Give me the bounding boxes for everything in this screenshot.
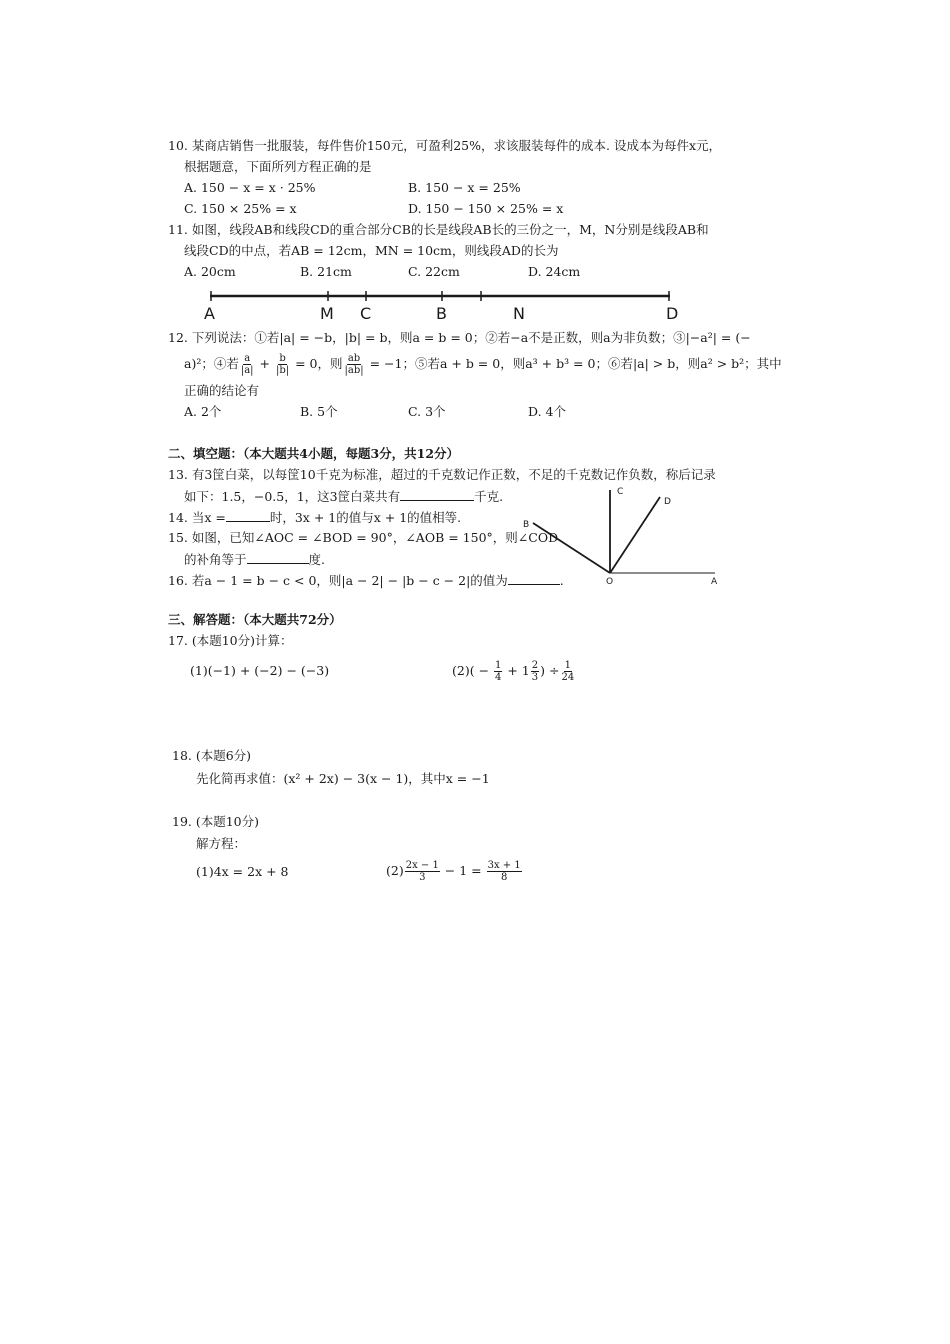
q19-part2-prefix: (2) [386,863,404,878]
minus-sign: − [474,663,494,678]
q17-title: 17. (本题10分)计算： [168,633,293,648]
angle-label-b: B [523,520,530,530]
section3-title: 三、解答题：（本大题共72分） [168,612,342,627]
q17-fraction-quarter [494,660,502,683]
q17-part2-prefix: (2)( [452,663,475,678]
q16-line [168,572,564,589]
angle-label-o: O [606,577,614,587]
q17-fraction-two-thirds [531,660,539,683]
q12-fraction-b [275,353,290,376]
q17-part2 [452,656,576,686]
q12-line2 [184,350,782,378]
q19-subtitle: 解方程： [196,836,247,851]
q10-option-b: B. 150 − x = 25% [408,180,521,195]
fraction-numerator: 1 [564,660,572,671]
q12-line3: 正确的结论有 [184,383,260,398]
q16-text-a: 16. 若a − 1 = b − c < 0，则|a − 2| − |b − c − 2|的值为 [168,573,508,588]
q18-title: 18. (本题6分) [172,748,252,763]
point-label-m: M [320,304,334,323]
q11-option-c: C. 22cm [408,264,460,279]
q12-line2-b: = 0，则 [291,356,343,371]
q11-line2: 线段CD的中点，若AB = 12cm，MN = 10cm，则线段AD的长为 [184,243,559,258]
q19-title: 19. (本题10分) [172,814,260,829]
fraction-denominator: |a| [240,365,254,376]
q19-part2 [386,856,523,886]
q13-line2-a: 如下：1.5，−0.5，1，这3筐白菜共有 [184,489,401,504]
fraction-denominator: |b| [275,365,290,376]
point-label-b: B [436,304,447,323]
q14-text-a: 14. 当x = [168,510,226,525]
fraction-denominator: 8 [500,872,508,883]
angle-diagram [525,485,725,585]
q12-option-d: D. 4个 [528,404,566,419]
q19-part2-mid: − 1 = [440,863,486,878]
q12-line1: 12. 下列说法：①若|a| = −b，|b| = b，则a = b = 0；②若−a不是正数，则a为非负数；③|−a²| = (− [168,330,751,345]
q15-line2 [184,551,325,568]
q19-fraction-left [405,860,440,883]
q11-option-d: D. 24cm [528,264,581,279]
fraction-numerator: 1 [495,660,502,671]
q12-fraction-ab [343,353,364,376]
fraction-numerator: b [279,353,286,364]
q12-fraction-a [240,353,255,376]
q16-text-b: . [559,573,564,588]
q18-text: 先化简再求值：(x² + 2x) − 3(x − 1)，其中x = −1 [196,771,490,786]
q17-part2-mid: + 1 [503,663,530,678]
ray-od [610,497,660,573]
answer-blank [247,551,309,564]
q12-option-c: C. 3个 [408,404,446,419]
q19-part1: (1)4x = 2x + 8 [196,864,289,879]
point-label-c: C [360,304,372,323]
point-label-d: D [666,304,679,323]
q13-line2 [184,488,503,505]
fraction-numerator: 2x − 1 [405,860,439,871]
fraction-numerator: a [244,353,251,364]
q15-line2-b: 度. [308,552,325,567]
q15-line2-a: 的补角等于 [184,552,247,567]
fraction-denominator: |ab| [344,365,364,376]
q12-option-b: B. 5个 [300,404,338,419]
q19-fraction-right [487,860,522,883]
q10-option-c: C. 150 × 25% = x [184,201,297,216]
q17-part2-close: ) ÷ [540,663,560,678]
point-label-n: N [513,304,525,323]
q12-line2-c: = −1；⑤若a + b = 0，则a³ + b³ = 0；⑥若|a| > b，则a² > b²；其中 [365,356,782,371]
q17-part1: (1)(−1) + (−2) − (−3) [190,663,330,678]
plus-sign: + [255,356,274,371]
fraction-denominator: 24 [561,672,575,683]
q12-line2-a: a)²；④若 [184,356,239,371]
fraction-numerator: 2 [531,660,539,671]
answer-blank [226,509,270,522]
answer-blank [400,488,474,501]
section2-title: 二、填空题：（本大题共4小题，每题3分，共12分） [168,446,460,461]
point-label-a: A [204,304,215,323]
angle-label-c: C [617,487,624,497]
q14-line [168,509,461,526]
q10-line2: 根据题意，下面所列方程正确的是 [184,159,372,174]
q15-line1: 15. 如图，已知∠AOC = ∠BOD = 90°，∠AOB = 150°，则∠COD [168,530,559,545]
fraction-denominator: 3 [531,672,539,683]
q14-text-b: 时，3x + 1的值与x + 1的值相等. [269,510,462,525]
fraction-denominator: 4 [495,672,502,683]
angle-label-d: D [664,497,671,507]
angle-label-a: A [711,577,718,587]
q12-option-a: A. 2个 [184,404,222,419]
q11-option-a: A. 20cm [184,264,236,279]
q17-fraction-one-24th [560,660,575,683]
q11-option-b: B. 21cm [300,264,352,279]
q11-line1: 11. 如图，线段AB和线段CD的重合部分CB的长是线段AB长的三份之一，M，N分别是线段AB和 [168,222,709,237]
ray-ob [533,523,610,573]
fraction-numerator: 3x + 1 [487,860,521,871]
q13-line1: 13. 有3筐白菜，以每筐10千克为标准，超过的千克数记作正数，不足的千克数记作负数，称后记录 [168,467,716,482]
q13-line2-b: 千克. [474,489,504,504]
fraction-denominator: 3 [419,872,426,883]
fraction-numerator: ab [347,353,361,364]
q10-option-a: A. 150 − x = x · 25% [184,180,316,195]
q10-option-d: D. 150 − 150 × 25% = x [408,201,564,216]
q10-line1: 10. 某商店销售一批服装，每件售价150元，可盈利25%，求该服装每件的成本. 设成本为每件x元， [168,138,721,153]
